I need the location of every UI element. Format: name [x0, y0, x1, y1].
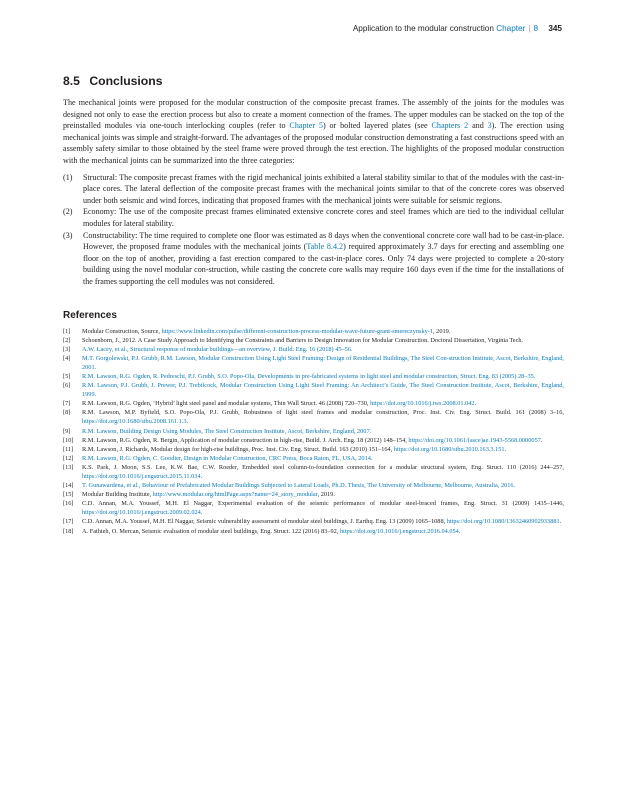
section-number: 8.5: [63, 74, 80, 88]
reference-item: [63, 436, 564, 445]
reference-number: [17]: [63, 518, 74, 526]
conclusions-paragraph: [63, 97, 564, 167]
reference-item: [63, 399, 564, 408]
text-run: C.D. Annan, M.A. Youssef, M.H. El Naggar, Seismic vulnerability assessment of modular steel buildings, J. Earthq. Eng. 13 (2009) 1065–1088,: [82, 518, 447, 526]
text-run: R.M. Lawson, R.G. Ogden, R. Bergin, Application of modular construction in high-rise, Build. J. Arch. Eng. 18 (2012) 148–154,: [82, 436, 409, 444]
chapter-number: 8: [533, 24, 539, 33]
text-run: R.M. Lawson, J. Richards, Modular design for high-rise buildings, Proc. Inst. Civ. Eng. Struct. Build. 163 (2010) 151–164,: [82, 445, 394, 453]
references-heading: References: [63, 309, 117, 321]
reference-item[interactable]: [63, 454, 564, 463]
text-run: and: [468, 121, 488, 131]
reference-item[interactable]: [63, 427, 564, 436]
reference-number: [12]: [63, 454, 74, 462]
reference-item: [63, 490, 564, 499]
text-run: , 2019.: [317, 491, 335, 499]
text-run: R.M. Lawson, R.G. Ogden, ‘Hybrid’ light steel panel and modular systems, Thin Wall Struct. 46 (2008) 720–730,: [82, 400, 371, 408]
chapter-label: Chapter: [496, 24, 526, 33]
text-run: .: [474, 400, 477, 408]
reference-number: [18]: [63, 527, 74, 535]
reference-number: [13]: [63, 463, 74, 471]
reference-number: [3]: [63, 345, 71, 353]
text-run: R.M. Lawson, M.P. Byfield, S.O. Popo-Ola, P.J. Grubb, Robustness of light steel frames and modular construction, Proc. Inst. Civ. Eng. Struct. Build. 161 (2008) 3–16,: [82, 409, 564, 417]
text-run: Economy: The use of the composite precast frames eliminated extensive concrete cores and steel frames which are tied to the individual cellular modules for lateral stability.: [83, 207, 564, 228]
list-item: [63, 206, 564, 229]
reference-item: [63, 336, 564, 345]
page-number: 345: [548, 24, 562, 33]
cross-reference-link[interactable]: https://doi.org/10.1680/stbu.2010.163.3.151: [393, 445, 505, 453]
reference-number: [9]: [63, 427, 71, 435]
reference-number: [2]: [63, 336, 71, 344]
reference-number: [16]: [63, 500, 74, 508]
text-run: Modular Building Institute,: [82, 491, 153, 499]
text-run: A.W. Lacey, et al., Structural response of modular buildings—an overview, J. Build. Eng. 16 (2018) 45–56.: [82, 345, 353, 353]
text-run: R.M. Lawson, P.J. Grubb, J. Prewer, P.J. Trebilcock, Modular Construction Using Light Steel Framing: An Architect’s Guide, The Steel Construction Institute, Ascot, Berkshire, England, 1999.: [82, 382, 564, 399]
text-run: Structural: The composite precast frames with the rigid mechanical joints exhibited a lateral stability similar to that of the modules with the cast-in-place cores. The lateral deflection of the composite precast frames with the mechanical joints similar to that of the concrete cores was observed under both seismic and wind forces, indicating that proposed frames with the mechanical joints were suitable for seismic regions.: [83, 172, 564, 205]
section-title: Conclusions: [89, 74, 163, 88]
section-heading: [63, 74, 564, 88]
cross-reference-link[interactable]: https://doi.org/10.1016/j.engstruct.2016.04.054: [339, 527, 459, 535]
text-run: R.M. Lawson, Building Design Using Modules, The Steel Construction Institute, Ascot, Berkshire, England, 2007.: [82, 427, 372, 435]
reference-number: [11]: [63, 445, 74, 453]
reference-item[interactable]: [63, 345, 564, 354]
text-run: .: [559, 518, 562, 526]
cross-reference-link[interactable]: Table 8.4.2: [306, 242, 344, 252]
text-run: .: [504, 445, 507, 453]
reference-item: [63, 445, 564, 454]
list-item: [63, 172, 564, 207]
reference-item: [63, 527, 564, 536]
reference-item[interactable]: [63, 381, 564, 399]
text-run: .: [458, 527, 461, 535]
list-item-number: (3): [63, 230, 73, 240]
reference-item: [63, 408, 564, 426]
reference-number: [5]: [63, 372, 71, 380]
cross-reference-link[interactable]: https://doi.org/10.1680/stbu.2008.161.1.3: [82, 418, 187, 426]
text-run: ). The erection using mechanical joints was simple and straight-forward. The advantages of the proposed modular construction demonstrating a fast constructions speed with an assembly safety similar to those obtained by the steel frame were proved through the test erection. The highlights of the proposed modular construction with the mechanical joints can be summarized into the three categories:: [63, 121, 564, 165]
text-run: C.D. Annan, M.A. Youssef, M.H. El Naggar, Experimental evaluation of the seismic performance of modular steel-braced frames, Eng. Struct. 31 (2009) 1435–1446,: [82, 500, 564, 508]
reference-item[interactable]: [63, 372, 564, 381]
text-run: Schoenborn, J., 2012. A Case Study Approach to Identifying the Constraints and Barriers to Design Innovation for Modular Construction. Doctoral Dissertation, Virginia Tech.: [82, 336, 524, 344]
cross-reference-link[interactable]: https://doi.org/10.1016/j.tws.2008.01.042: [370, 400, 475, 408]
text-run: .: [186, 418, 189, 426]
text-run: M.T. Gorgolewski, P.J. Grubb, R.M. Lawson, Modular Construction Using Light Steel Framing: Design of Residential Buildings, The Steel Con-struction Institute, Ascot, Berkshire, England, 2001.: [82, 354, 564, 371]
reference-item: [63, 499, 564, 517]
cross-reference-link[interactable]: Chapter 5: [289, 121, 323, 131]
text-run: T. Gunawardena, et al., Behaviour of Prefabricated Modular Buildings Subjected to Lateral Loads, Ph.D. Thesis, The University of Melbourne, Melbourne, Australia, 2016.: [82, 482, 516, 490]
page-content: [63, 62, 564, 536]
reference-item[interactable]: [63, 354, 564, 372]
list-item: [63, 230, 564, 288]
header-divider: |: [528, 24, 531, 33]
running-header: [353, 24, 562, 33]
text-run: , 2019.: [433, 327, 451, 335]
list-item-number: (2): [63, 207, 73, 217]
cross-reference-link[interactable]: http://www.modular.org/htmlPage.aspx?name=24_story_modular: [152, 491, 318, 499]
text-run: Modular Construction, Source,: [82, 327, 162, 335]
list-item-number: (1): [63, 172, 73, 182]
cross-reference-link[interactable]: Chapters 2: [431, 121, 469, 131]
reference-item: [63, 463, 564, 481]
reference-list: [63, 327, 564, 536]
text-run: A. Fathieh, O. Mercan, Seismic evaluation of modular steel buildings, Eng. Struct. 122 (2016) 83–92,: [82, 527, 340, 535]
text-run: .: [540, 436, 543, 444]
text-run: ) or bolted layered plates (see: [322, 121, 432, 131]
cross-reference-link[interactable]: https://doi.org/10.1016/j.engstruct.2015.11.034: [82, 473, 201, 480]
reference-number: [4]: [63, 354, 71, 362]
text-run: The mechanical joints were proposed for the modular construction of the composite precast frames. The assembly of the joints for the modules was designed not only to ease the erection process but also to create a moment connection of the frames. The upper modules can be stacked on the top of the preinstalled modules via one-touch interlocking couples (refer to: [63, 98, 564, 131]
cross-reference-link[interactable]: https://doi.org/10.1080/13632460902933881: [446, 518, 560, 526]
book-title: Application to the modular construction: [352, 24, 494, 33]
reference-item: [63, 327, 564, 336]
text-run: R.M. Lawson, R.G. Ogden, R. Pedreschi, P.J. Grubb, S.O. Popo-Ola, Developments in pre-fabricated systems in light steel and modular construction, Struct. Eng. 83 (2005) 28–35.: [82, 372, 536, 380]
reference-number: [7]: [63, 400, 71, 408]
text-run: K.S. Park, J. Moon, S.S. Lee, K.W. Bae, C.W. Roeder, Embedded steel column-to-foundation connection for a modular structural system, Eng. Struct. 110 (2016) 244–257,: [82, 463, 564, 471]
cross-reference-link[interactable]: https://doi.org/10.1016/j.engstruct.2009.02.024: [82, 509, 201, 517]
cross-reference-link[interactable]: 3: [487, 121, 492, 131]
reference-item: [63, 517, 564, 526]
reference-number: [6]: [63, 382, 71, 390]
reference-number: [8]: [63, 409, 71, 417]
cross-reference-link[interactable]: https://www.linkedin.com/pulse/different-construction-process-modular-wave-future-grant-smereczynsky-1: [161, 327, 434, 335]
reference-number: [14]: [63, 482, 74, 490]
reference-number: [1]: [63, 327, 71, 335]
highlights-list: [63, 172, 564, 288]
text-run: .: [200, 509, 203, 517]
text-run: ) required approximately 3.7 days for erecting and assembling one floor on the top of another, providing a fast erection compared to the cast-in-place cores. Only 74 days were projected to complete a 20-story building using the novel modular con-struction, while casting the concrete core walls may require 160 days even if the time for the installations of the frames supporting the cell modules was not considered.: [83, 242, 564, 286]
text-run: R.M. Lawson, R.G. Ogden, C. Goodier, Design in Modular Construction, CRC Press, Boca Raton, FL, USA, 2014.: [82, 454, 373, 462]
reference-item[interactable]: [63, 481, 564, 490]
text-run: .: [200, 473, 203, 480]
reference-number: [10]: [63, 436, 74, 444]
reference-number: [15]: [63, 491, 74, 499]
text-run: Constructability: The time required to complete one floor was estimated as 8 days when the conventional concrete core wall had to be cast-in-place. However, the proposed frame modules with the mechanical joints (: [83, 230, 564, 252]
cross-reference-link[interactable]: https://doi.org/10.1061/(asce)ae.1943-5568.0000057: [408, 436, 541, 444]
